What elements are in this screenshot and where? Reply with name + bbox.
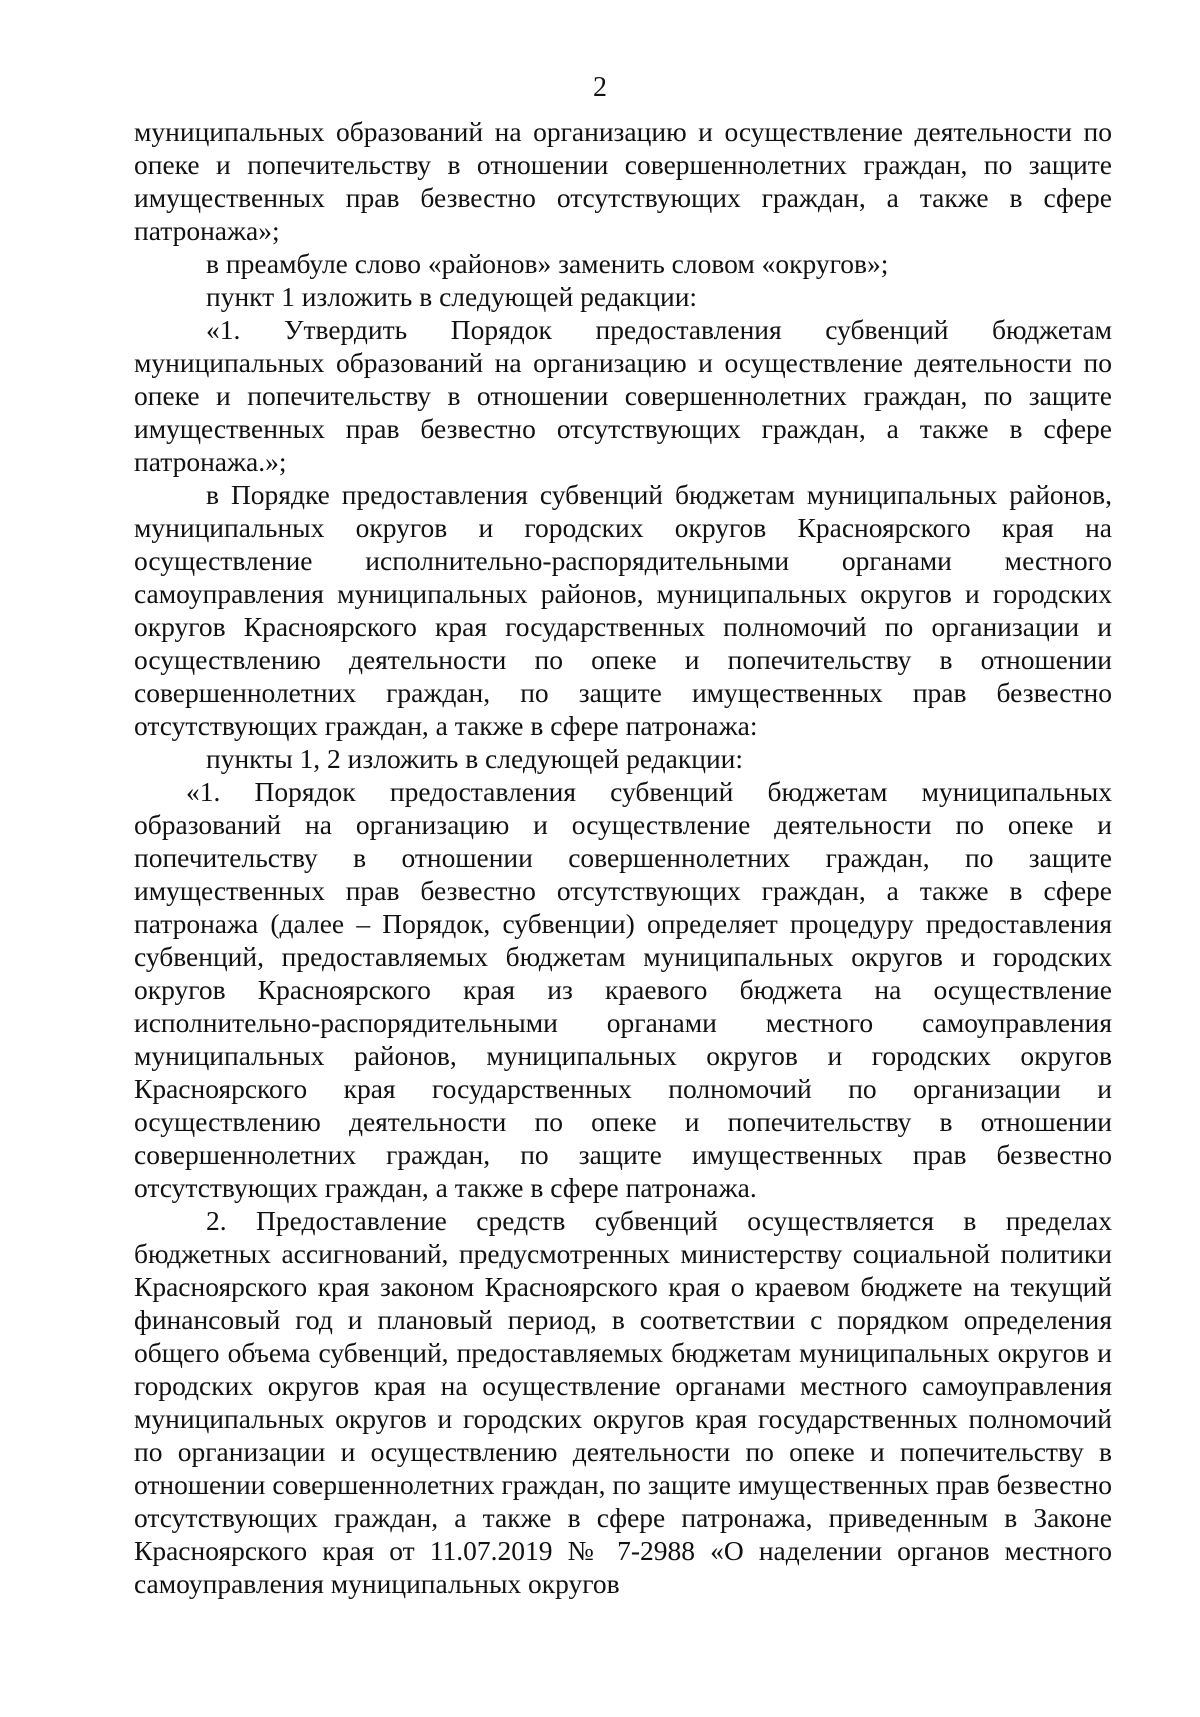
paragraph-point1-text: «1. Утвердить Порядок предоставления субвенций бюджетам муниципальных образований на организацию и осуществление деятельности по опеке и попечительству в отношении совершеннолетних граждан, по защите имущественных прав безвестно отсутствующих граждан, а также в сфере патронажа.»;: [134, 314, 1112, 477]
paragraph-procedure-intro: в Порядке предоставления субвенций бюджетам муниципальных районов, муниципальных округов и городских округов Красноярского края на осуществление исполнительно-распорядительными органами местного самоуправления муниципальных районов, муниципальных округов и городских округов Красноярского края государственных полномочий по организации и осуществлению деятельности по опеке и попечительству в отношении совершеннолетних граждан, по защите имущественных прав безвестно отсутствующих граждан, а также в сфере патронажа:: [134, 479, 1112, 741]
paragraph-continuation: муниципальных образований на организацию и осуществление деятельности по опеке и попечительству в отношении совершеннолетних граждан, по защите имущественных прав безвестно отсутствующих граждан, а также в сфере патронажа»;: [134, 116, 1112, 246]
page-number: 2: [593, 72, 607, 103]
paragraph-procedure-point1: «1. Порядок предоставления субвенций бюджетам муниципальных образований на организацию и осуществление деятельности по опеке и попечительству в отношении совершеннолетних граждан, по защите имущественных прав безвестно отсутствующих граждан, а также в сфере патронажа (далее – Порядок, субвенции) определяет процедуру предоставления субвенций, предоставляемых бюджетам муниципальных округов и городских округов Красноярского края из краевого бюджета на осуществление исполнительно-распорядительными органами местного самоуправления муниципальных районов, муниципальных округов и городских округов Красноярского края государственных полномочий по организации и осуществлению деятельности по опеке и попечительству в отношении совершеннолетних граждан, по защите имущественных прав безвестно отсутствующих граждан, а также в сфере патронажа.: [134, 776, 1112, 1203]
paragraph-points-intro: пункты 1, 2 изложить в следующей редакции:: [206, 743, 744, 774]
document-body: [134, 115, 1112, 1600]
paragraph-procedure-point2: 2. Предоставление средств субвенций осуществляется в пределах бюджетных ассигнований, предусмотренных министерству социальной политики Красноярского края законом Красноярского края о краевом бюджете на текущий финансовый год и плановый период, в соответствии с порядком определения общего объема субвенций, предоставляемых бюджетам муниципальных округов и городских округов края на осуществление органами местного самоуправления муниципальных округов и городских округов края государственных полномочий по организации и осуществлению деятельности по опеке и попечительству в отношении совершеннолетних граждан, по защите имущественных прав безвестно отсутствующих граждан, а также в сфере патронажа, приведенным в Законе Красноярского края от 11.07.2019 № 7-2988 «О наделении органов местного самоуправления муниципальных округов: [134, 1205, 1112, 1599]
paragraph-point1-intro: пункт 1 изложить в следующей редакции:: [206, 281, 698, 312]
paragraph-preamble-change: в преамбуле слово «районов» заменить словом «округов»;: [206, 248, 889, 279]
